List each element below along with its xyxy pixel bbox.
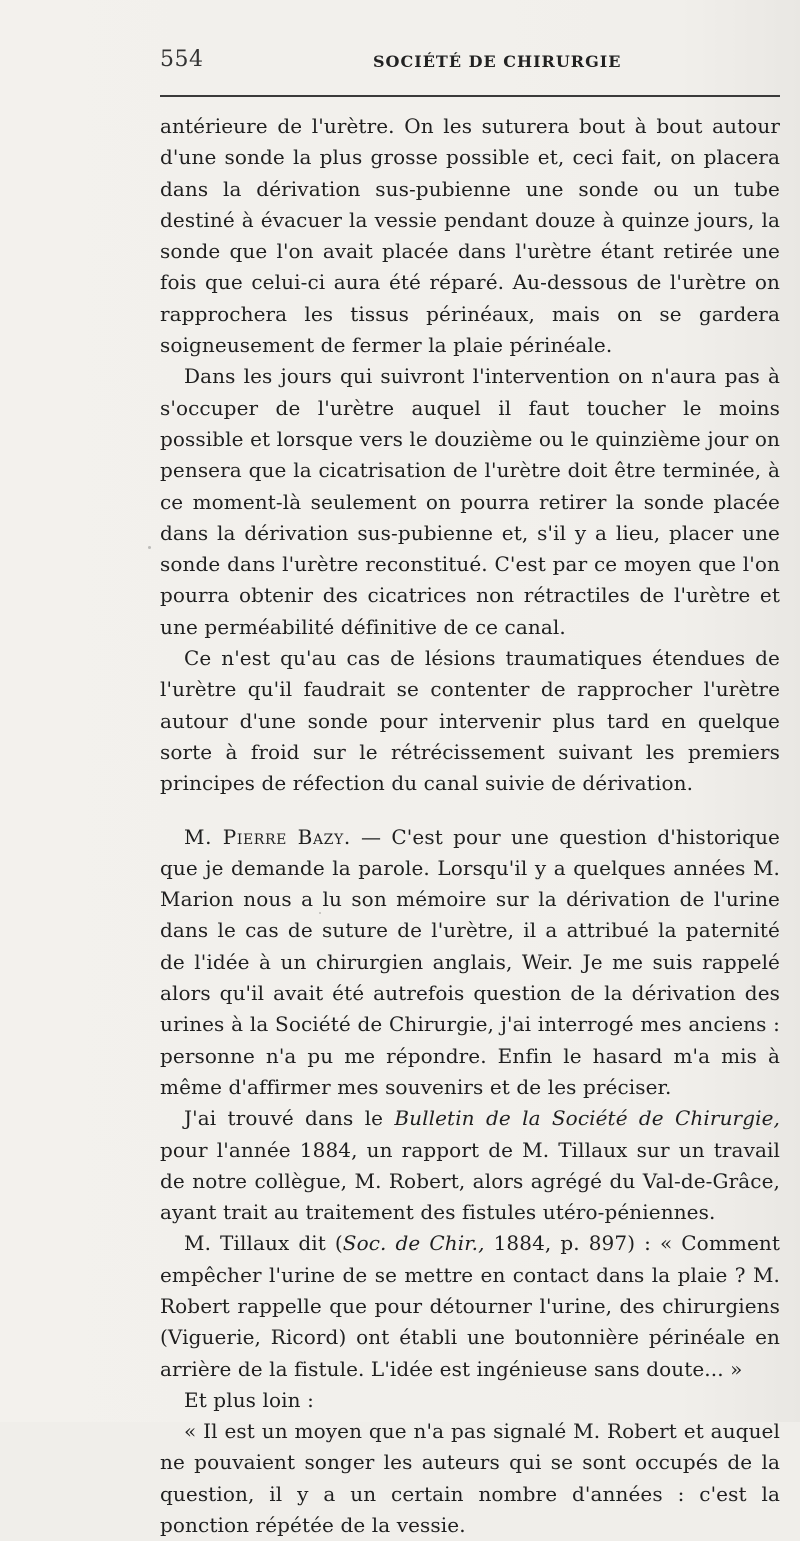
citation-source: Soc. de Chir., [342,1231,485,1256]
print-speck [148,546,151,549]
paragraph-1: antérieure de l'urètre. On les suturera bout à bout autour d'une sonde la plus grosse possible et, ceci fait, on placera dans la dérivation sus-pubienne une sonde ou un tube destiné à évacuer la vessie pendant douze à quinze jours, la sonde que l'on avait placée dans l'urètre étant retirée une fois que celui-ci aura été réparé. Au-dessous de l'urètre on rapprochera les tissus périnéaux, mais on se gardera soigneusement de fermer la plaie périnéale. [160,114,780,358]
body-text [160,111,780,1541]
paragraph-plus-loin: Et plus loin : [184,1387,314,1412]
paragraph-tillaux [160,1228,780,1384]
paragraph-3: Ce n'est qu'au cas de lésions traumatiques étendues de l'urètre qu'il faudrait se contenter de rapprocher l'urètre autour d'une sonde pour intervenir plus tard en quelque sorte à froid sur le rétrécissement suivant les premiers principes de réfection du canal suivie de dérivation. [160,646,780,796]
paragraph-bazy [160,822,780,1104]
section-gap [160,800,780,822]
bulletin-title: Bulletin de la Société de Chirurgie, [394,1106,781,1131]
paragraph-bulletin [160,1103,780,1228]
page-number: 554 [160,47,204,72]
paragraph-tillaux-end: 1884, p. 897) : « Comment empêcher l'urine de se mettre en contact dans la plaie ? M. Robert rappelle que pour détourner l'urine, des chirurgiens (Viguerie, Ricord) ont établi une boutonnière périnéale en arrière de la fistule. L'idée est ingénieuse sans doute... » [160,1231,781,1381]
paragraph-bulletin-start: J'ai trouvé dans le [184,1106,395,1131]
print-speck [670,1302,673,1304]
running-head: SOCIÉTÉ DE CHIRURGIE [373,52,622,71]
print-speck [319,912,321,914]
speaker-name: M. Pierre Bazy. [184,824,351,849]
paragraph-bulletin-end: pour l'année 1884, un rapport de M. Tillaux sur un travail de notre collègue, M. Robert, alors agrégé du Val-de-Grâce, ayant trait au traitement des fistules utéro-péniennes. [160,1137,780,1225]
header-rule [160,95,780,97]
paragraph-quote: « Il est un moyen que n'a pas signalé M. Robert et auquel ne pouvaient songer les auteurs qui se sont occupés de la question, il y a un certain nombre d'années : c'est la ponction répétée de la vessie. [160,1419,780,1538]
paragraph-bazy-text: — C'est pour une question d'historique que je demande la parole. Lorsqu'il y a quelques années M. Marion nous a lu son mémoire sur la dérivation de l'urine dans le cas de suture de l'urètre, il a attribué la paternité de l'idée à un chirurgien anglais, Weir. Je me suis rappelé alors qu'il avait été autrefois question de la dérivation des urines à la Société de Chirurgie, j'ai interrogé mes anciens : personne n'a pu me répondre. Enfin le hasard m'a mis à même d'affirmer mes souvenirs et de les préciser. [160,824,780,1099]
paragraph-2: Dans les jours qui suivront l'intervention on n'aura pas à s'occuper de l'urètre auquel il faut toucher le moins possible et lorsque vers le douzième ou le quinzième jour on pensera que la cicatrisation de l'urètre doit être terminée, à ce moment-là seulement on pourra retirer la sonde placée dans la dérivation sus-pubienne et, s'il y a lieu, placer une sonde dans l'urètre reconstitué. C'est par ce moyen que l'on pourra obtenir des cicatrices non rétractiles de l'urètre et une perméabilité définitive de ce canal. [160,364,780,639]
paragraph-tillaux-start: M. Tillaux dit ( [184,1231,343,1256]
